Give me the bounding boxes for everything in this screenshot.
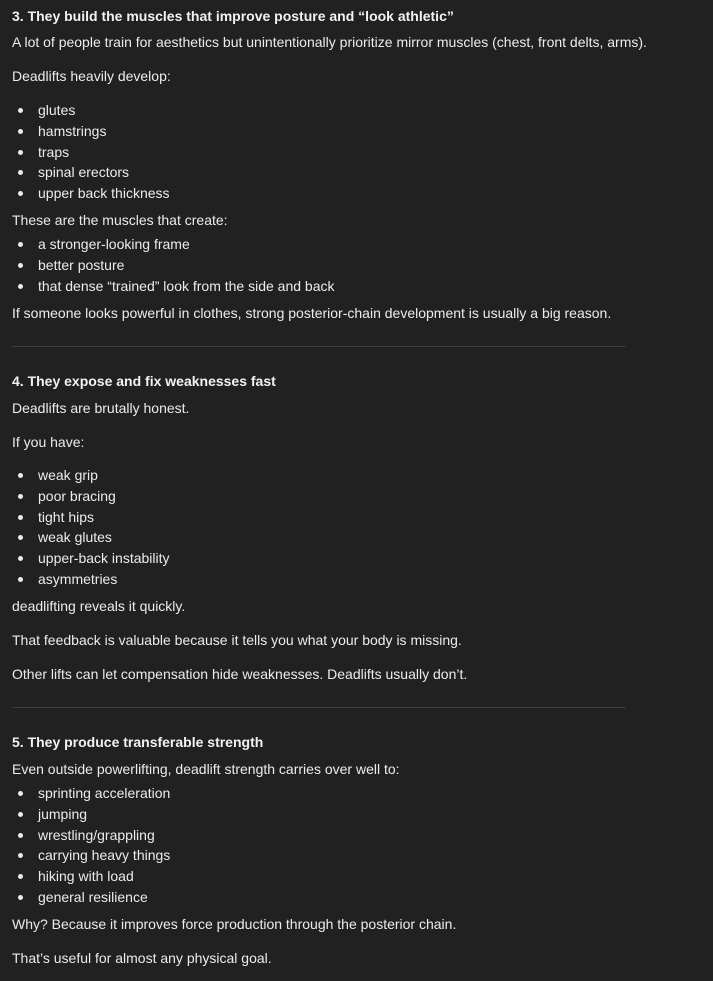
- paragraph: These are the muscles that create:: [12, 212, 228, 228]
- muscles-list: [12, 100, 170, 204]
- paragraph: Even outside powerlifting, deadlift strength carries over well to:: [12, 761, 400, 777]
- list-item: carrying heavy things: [12, 845, 170, 866]
- list-item: weak grip: [12, 465, 170, 486]
- list-item: better posture: [12, 255, 335, 276]
- list-item: upper-back instability: [12, 548, 170, 569]
- list-item: traps: [12, 142, 170, 163]
- paragraph: If you have:: [12, 434, 85, 450]
- paragraph: deadlifting reveals it quickly.: [12, 598, 186, 614]
- section-heading: 4. They expose and fix weaknesses fast: [12, 373, 276, 389]
- list-item: general resilience: [12, 887, 170, 908]
- effects-list: [12, 234, 335, 296]
- paragraph: If someone looks powerful in clothes, strong posterior-chain development is usually a big reason.: [12, 305, 612, 321]
- list-item: sprinting acceleration: [12, 783, 170, 804]
- section-heading: 3. They build the muscles that improve posture and “look athletic”: [12, 8, 454, 24]
- paragraph: A lot of people train for aesthetics but unintentionally prioritize mirror muscles (chest, front delts, arms).: [12, 34, 647, 50]
- list-item: that dense “trained” look from the side and back: [12, 276, 335, 297]
- list-item: a stronger-looking frame: [12, 234, 335, 255]
- list-item: weak glutes: [12, 527, 170, 548]
- list-item: glutes: [12, 100, 170, 121]
- list-item: wrestling/grappling: [12, 825, 170, 846]
- paragraph: That feedback is valuable because it tells you what your body is missing.: [12, 632, 462, 648]
- section-heading: 5. They produce transferable strength: [12, 734, 264, 750]
- list-item: tight hips: [12, 507, 170, 528]
- paragraph: Deadlifts heavily develop:: [12, 68, 171, 84]
- paragraph: Other lifts can let compensation hide weaknesses. Deadlifts usually don’t.: [12, 666, 468, 682]
- list-item: upper back thickness: [12, 183, 170, 204]
- list-item: poor bracing: [12, 486, 170, 507]
- weaknesses-list: [12, 465, 170, 590]
- activities-list: [12, 783, 170, 908]
- list-item: hamstrings: [12, 121, 170, 142]
- paragraph: Why? Because it improves force production through the posterior chain.: [12, 916, 457, 932]
- list-item: hiking with load: [12, 866, 170, 887]
- divider: [12, 346, 626, 347]
- paragraph: That’s useful for almost any physical goal.: [12, 950, 272, 966]
- list-item: asymmetries: [12, 569, 170, 590]
- list-item: spinal erectors: [12, 162, 170, 183]
- divider: [12, 707, 626, 708]
- paragraph: Deadlifts are brutally honest.: [12, 400, 190, 416]
- list-item: jumping: [12, 804, 170, 825]
